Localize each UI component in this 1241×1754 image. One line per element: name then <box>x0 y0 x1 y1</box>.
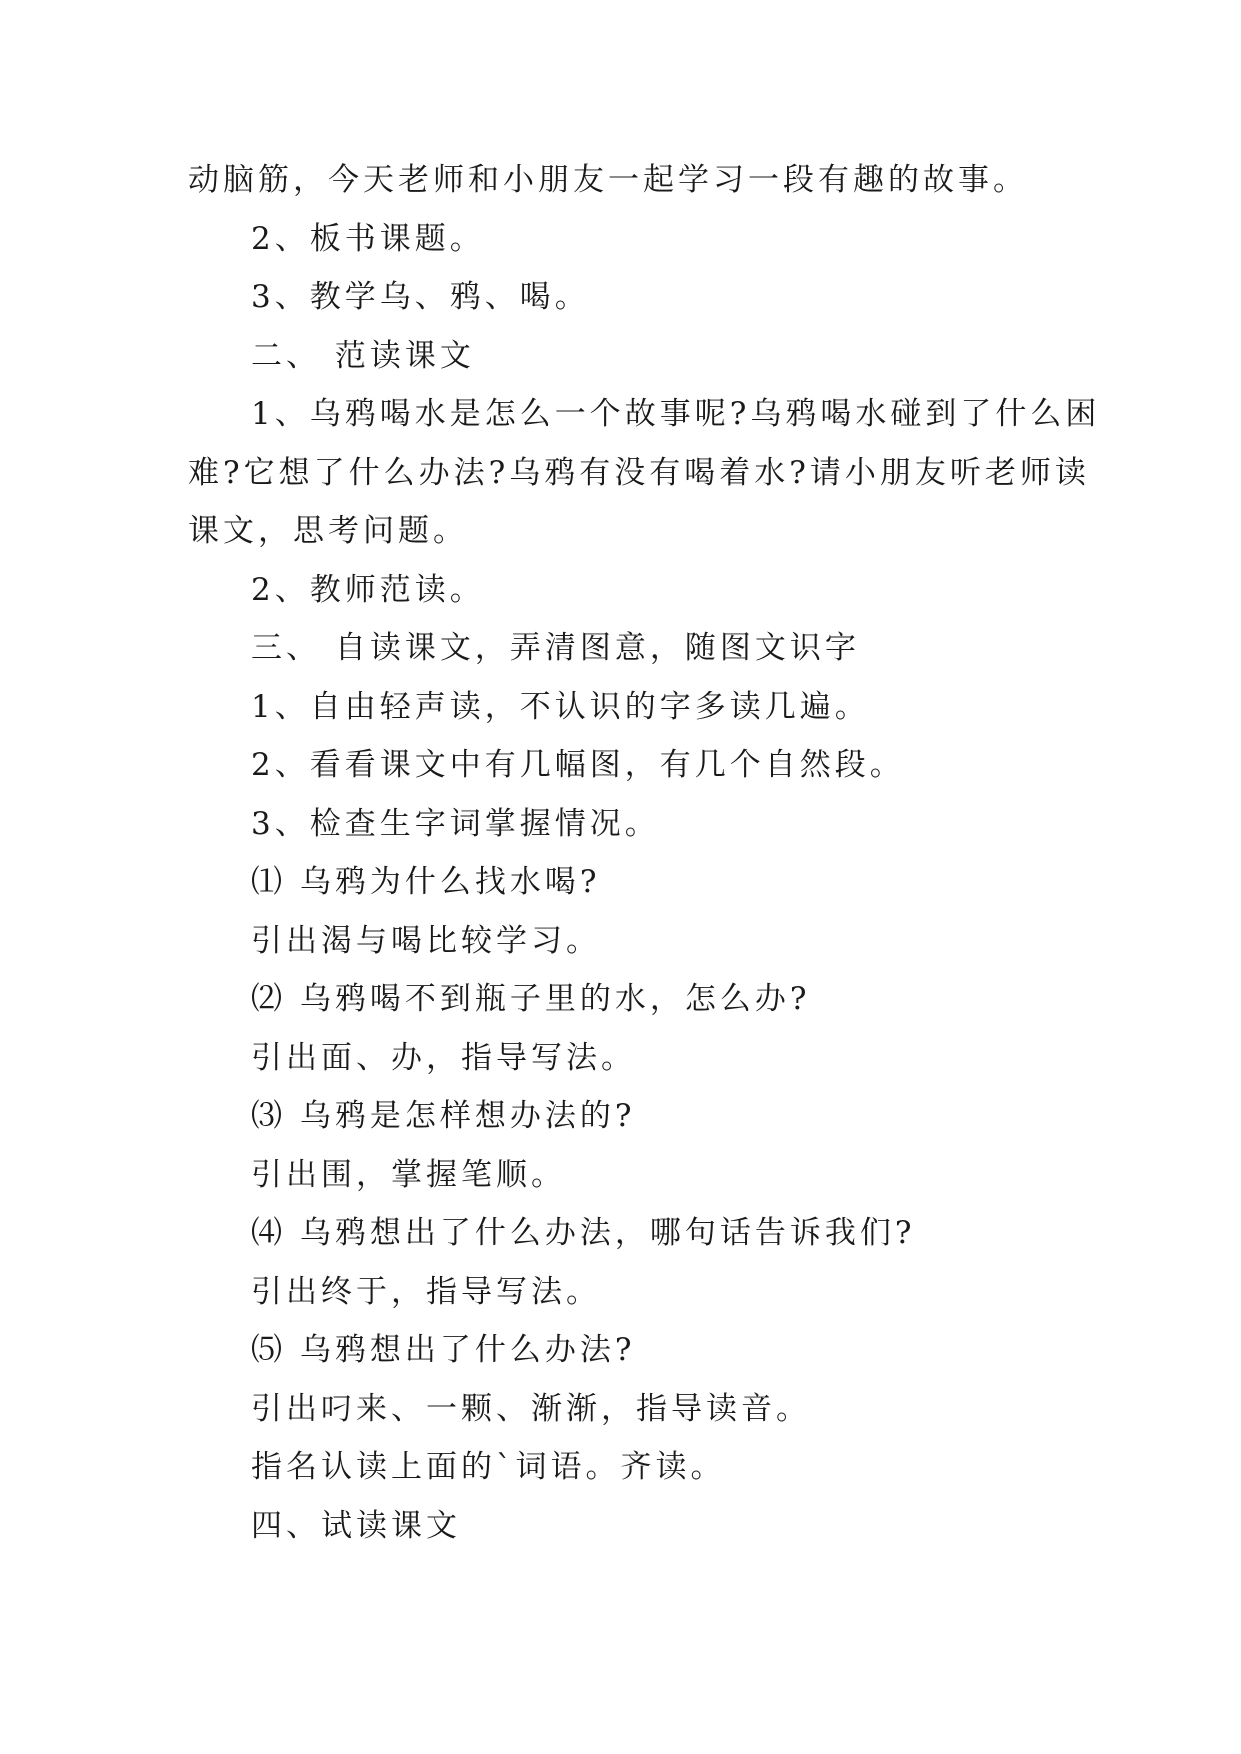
document-body <box>188 160 1101 1564</box>
text-line: 引出叼来、一颗、渐渐，指导读音。 <box>251 1390 811 1427</box>
text-line: 2、教师范读。 <box>251 571 485 608</box>
text-line: 引出渴与喝比较学习。 <box>251 922 601 959</box>
text-line: ⑵ 乌鸦喝不到瓶子里的水，怎么办? <box>251 981 811 1017</box>
text-line: 引出面、办，指导写法。 <box>251 1039 636 1076</box>
text-line: 2、板书课题。 <box>251 220 485 257</box>
text-line: 指名认读上面的`词语。齐读。 <box>251 1449 726 1485</box>
text-line: 动脑筋，今天老师和小朋友一起学习一段有趣的故事。 <box>188 162 1028 198</box>
section-heading: 三、 自读课文，弄清图意，随图文识字 <box>251 630 860 666</box>
text-line: ⑸ 乌鸦想出了什么办法? <box>251 1332 636 1368</box>
text-line: ⑷ 乌鸦想出了什么办法，哪句话告诉我们? <box>251 1215 916 1251</box>
text-line: 难?它想了什么办法?乌鸦有没有喝着水?请小朋友听老师读 <box>188 454 1090 491</box>
text-line: 课文，思考问题。 <box>188 513 468 549</box>
text-line: 1、乌鸦喝水是怎么一个故事呢?乌鸦喝水碰到了什么困 <box>251 396 1101 432</box>
text-line: 引出终于，指导写法。 <box>251 1273 601 1310</box>
text-line: ⑶ 乌鸦是怎样想办法的? <box>251 1098 636 1134</box>
text-line: 3、检查生字词掌握情况。 <box>251 805 660 842</box>
text-line: ⑴ 乌鸦为什么找水喝? <box>251 864 601 900</box>
text-line: 引出围，掌握笔顺。 <box>251 1156 566 1193</box>
text-line: 1、自由轻声读，不认识的字多读几遍。 <box>251 688 870 725</box>
text-line: 2、看看课文中有几幅图，有几个自然段。 <box>251 747 905 783</box>
text-line: 3、教学乌、鸦、喝。 <box>251 279 590 315</box>
section-heading: 二、 范读课文 <box>251 337 475 374</box>
section-heading: 四、试读课文 <box>251 1507 461 1544</box>
